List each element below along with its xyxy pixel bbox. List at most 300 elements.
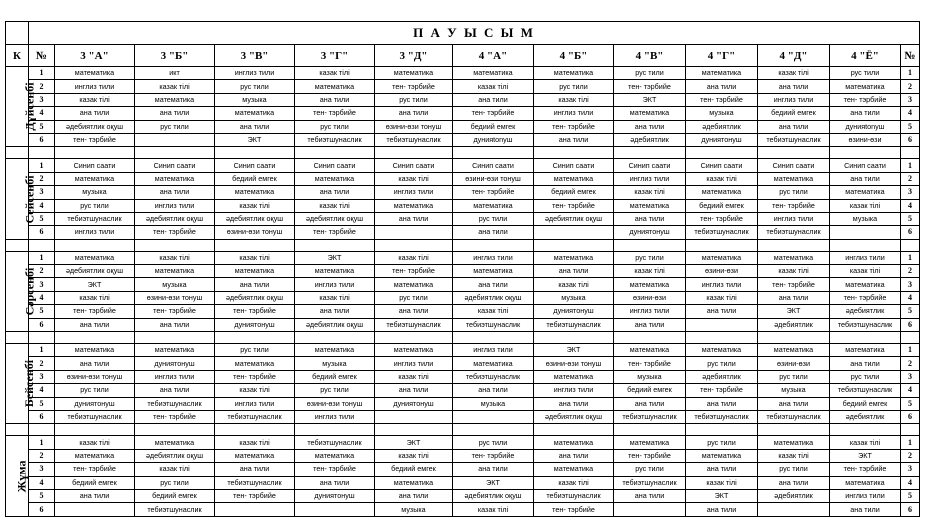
lesson-cell — [375, 226, 453, 239]
lesson-cell: әдебиятлик оқуш — [295, 318, 375, 331]
lesson-cell: математика — [135, 344, 215, 357]
lesson-cell: ана тили — [295, 476, 375, 489]
separator-cell — [295, 147, 375, 159]
separator-cell — [6, 424, 29, 436]
lesson-number-right: 2 — [901, 265, 920, 278]
lesson-cell: ЭКТ — [453, 476, 534, 489]
lesson-cell: бедиий емгек — [453, 120, 534, 133]
lesson-cell: казак тілі — [135, 80, 215, 93]
lesson-cell: математика — [215, 449, 295, 462]
lesson-cell: ана тили — [55, 107, 135, 120]
lesson-cell: тен- тэрбийе — [453, 186, 534, 199]
lesson-number: 2 — [29, 449, 55, 462]
lesson-cell: ана тили — [614, 120, 686, 133]
lesson-number: 1 — [29, 251, 55, 264]
lesson-cell: ана тили — [830, 107, 901, 120]
lesson-cell: Синип саати — [215, 159, 295, 172]
lesson-number-right: 3 — [901, 370, 920, 383]
lesson-cell: ана тили — [453, 384, 534, 397]
class-header: 3 "Г" — [295, 45, 375, 67]
separator-cell — [534, 239, 614, 251]
lesson-cell: математика — [614, 278, 686, 291]
lesson-cell — [55, 503, 135, 516]
lesson-cell: ЭКТ — [830, 449, 901, 462]
lesson-cell: математика — [830, 476, 901, 489]
lesson-cell: дуниятонуш — [375, 397, 453, 410]
lesson-cell: ана тили — [453, 226, 534, 239]
lesson-cell: ана тили — [534, 449, 614, 462]
lesson-cell: ана тили — [534, 133, 614, 146]
lesson-cell: Синип саати — [830, 159, 901, 172]
lesson-cell — [686, 318, 758, 331]
lesson-row — [6, 370, 920, 383]
lesson-cell: дуниятонуш — [614, 226, 686, 239]
class-header: 3 "В" — [215, 45, 295, 67]
lesson-cell: тебиэтшунаслик — [55, 212, 135, 225]
lesson-cell: инглиз тили — [295, 278, 375, 291]
separator-cell — [135, 332, 215, 344]
separator-cell — [830, 332, 901, 344]
lesson-number-header-right: № — [901, 45, 920, 67]
lesson-cell: ана тили — [614, 397, 686, 410]
lesson-cell — [453, 410, 534, 423]
lesson-cell: өзини-өзи тонуш — [135, 291, 215, 304]
class-header: 4 "В" — [614, 45, 686, 67]
lesson-row — [6, 291, 920, 304]
lesson-cell: математика — [534, 370, 614, 383]
lesson-cell: әдебиятлик — [686, 370, 758, 383]
separator-cell — [901, 332, 920, 344]
lesson-number-right: 5 — [901, 397, 920, 410]
lesson-row — [6, 305, 920, 318]
separator-cell — [758, 147, 830, 159]
lesson-cell: ана тили — [686, 305, 758, 318]
lesson-cell: математика — [375, 278, 453, 291]
separator-cell — [830, 239, 901, 251]
lesson-cell: математика — [686, 449, 758, 462]
day-label — [6, 67, 37, 147]
lesson-cell: ана тили — [135, 186, 215, 199]
lesson-cell: өзини-өзи тонуш — [375, 120, 453, 133]
lesson-row — [6, 67, 920, 80]
lesson-cell: тен- тэрбийе — [614, 80, 686, 93]
lesson-cell: математика — [375, 199, 453, 212]
lesson-cell: тен- тэрбийе — [758, 199, 830, 212]
lesson-cell: инглиз тили — [686, 278, 758, 291]
lesson-cell: инглиз тили — [534, 384, 614, 397]
day-name: Бейсенбі — [22, 360, 37, 408]
lesson-cell: казак тілі — [686, 172, 758, 185]
lesson-cell: бедиий емгек — [686, 199, 758, 212]
separator-cell — [135, 424, 215, 436]
lesson-number: 1 — [29, 436, 55, 449]
lesson-number-right: 4 — [901, 107, 920, 120]
lesson-cell: тен- тэрбийе — [135, 305, 215, 318]
lesson-cell: бедиий емгек — [135, 489, 215, 502]
separator-cell — [29, 332, 55, 344]
lesson-cell: математика — [453, 265, 534, 278]
lesson-cell: әдебиятлик оқуш — [215, 212, 295, 225]
lesson-cell: тебиэтшунаслик — [453, 318, 534, 331]
lesson-cell: математика — [758, 172, 830, 185]
lesson-cell: инглиз тили — [55, 80, 135, 93]
class-header: 3 "Д" — [375, 45, 453, 67]
lesson-cell: тебиэтшунаслик — [534, 318, 614, 331]
lesson-cell: ана тили — [375, 384, 453, 397]
lesson-cell: ЭКТ — [215, 133, 295, 146]
lesson-cell: ана тили — [135, 384, 215, 397]
lesson-cell: ана тили — [830, 172, 901, 185]
lesson-cell: музыка — [375, 503, 453, 516]
lesson-cell: инглиз тили — [375, 357, 453, 370]
lesson-cell: математика — [614, 436, 686, 449]
lesson-cell: тебиэтшунаслик — [375, 318, 453, 331]
lesson-cell: казак тілі — [135, 251, 215, 264]
separator-cell — [55, 424, 135, 436]
lesson-number-right: 6 — [901, 226, 920, 239]
lesson-cell: рус тили — [215, 344, 295, 357]
separator-cell — [534, 332, 614, 344]
lesson-cell: ЭКТ — [758, 305, 830, 318]
lesson-cell: математика — [295, 172, 375, 185]
lesson-cell: рус тили — [830, 67, 901, 80]
lesson-number: 2 — [29, 265, 55, 278]
lesson-number-right: 1 — [901, 67, 920, 80]
separator-cell — [686, 424, 758, 436]
day-separator-row — [6, 424, 920, 436]
lesson-number-right: 5 — [901, 212, 920, 225]
lesson-cell: математика — [215, 107, 295, 120]
lesson-cell: рус тили — [135, 476, 215, 489]
lesson-cell: тен- тэрбийе — [830, 93, 901, 106]
lesson-cell: казак тілі — [375, 172, 453, 185]
lesson-cell: математика — [614, 344, 686, 357]
day-name: Сейсенбі — [22, 174, 37, 224]
lesson-cell: бедиий емгек — [534, 186, 614, 199]
lesson-cell: казак тілі — [375, 370, 453, 383]
lesson-number-right: 5 — [901, 305, 920, 318]
lesson-cell: дунияtonуш — [830, 120, 901, 133]
lesson-cell: рус тили — [758, 370, 830, 383]
lesson-cell: дуниятонуш — [55, 397, 135, 410]
lesson-cell: казак тілі — [534, 476, 614, 489]
lesson-cell: өзини-өзи — [686, 265, 758, 278]
lesson-cell: ана тили — [295, 93, 375, 106]
lesson-row — [6, 476, 920, 489]
lesson-cell: өзини-өзи тонуш — [453, 172, 534, 185]
lesson-cell: әдебиятлик — [614, 133, 686, 146]
lesson-row — [6, 344, 920, 357]
lesson-number-right: 2 — [901, 80, 920, 93]
lesson-cell: өзини-өзи тонуш — [534, 357, 614, 370]
lesson-cell: ана тили — [534, 265, 614, 278]
separator-cell — [29, 147, 55, 159]
lesson-cell: казак тілі — [758, 449, 830, 462]
lesson-number-right: 3 — [901, 463, 920, 476]
lesson-row — [6, 107, 920, 120]
separator-cell — [55, 147, 135, 159]
lesson-number: 6 — [29, 226, 55, 239]
lesson-cell: математика — [215, 357, 295, 370]
lesson-cell: тен- тэрбийе — [614, 357, 686, 370]
lesson-cell: казак тілі — [534, 93, 614, 106]
lesson-cell — [830, 226, 901, 239]
lesson-cell: математика — [55, 172, 135, 185]
lesson-cell: инглиз тили — [215, 67, 295, 80]
lesson-cell: инглиз тили — [215, 397, 295, 410]
class-header: 4 "Ё" — [830, 45, 901, 67]
lesson-number: 3 — [29, 186, 55, 199]
lesson-cell: тен- тэрбийе — [215, 370, 295, 383]
lesson-cell: тен- тэрбийе — [135, 410, 215, 423]
lesson-number-right: 3 — [901, 186, 920, 199]
lesson-cell: казак тілі — [375, 449, 453, 462]
separator-cell — [901, 147, 920, 159]
lesson-cell: әдебиятлик оқуш — [453, 489, 534, 502]
lesson-cell: Синип саати — [686, 159, 758, 172]
lesson-cell: музыка — [295, 357, 375, 370]
lesson-cell: ЭКТ — [375, 436, 453, 449]
lesson-row — [6, 93, 920, 106]
lesson-cell: музыка — [135, 278, 215, 291]
lesson-cell: рус тили — [758, 186, 830, 199]
separator-cell — [375, 147, 453, 159]
lesson-cell: Синип саати — [614, 159, 686, 172]
lesson-cell: ана тили — [758, 120, 830, 133]
lesson-cell: казак тілі — [55, 93, 135, 106]
lesson-cell: ЭКТ — [55, 278, 135, 291]
lesson-cell: ана тили — [375, 212, 453, 225]
lesson-cell: тебиэтшунаслик — [295, 133, 375, 146]
lesson-cell: ана тили — [55, 357, 135, 370]
lesson-cell: рус тили — [135, 120, 215, 133]
lesson-number: 4 — [29, 384, 55, 397]
lesson-row — [6, 186, 920, 199]
lesson-cell: ана тили — [295, 186, 375, 199]
lesson-cell: ана тили — [135, 318, 215, 331]
lesson-cell: тен- тэрбийе — [453, 449, 534, 462]
day-separator-row — [6, 147, 920, 159]
lesson-cell: математика — [758, 251, 830, 264]
lesson-cell: дунияtonуш — [453, 133, 534, 146]
lesson-cell: инглиз тили — [375, 186, 453, 199]
lesson-number-right: 6 — [901, 133, 920, 146]
lesson-cell: математика — [375, 67, 453, 80]
lesson-row — [6, 318, 920, 331]
lesson-cell: математика — [686, 67, 758, 80]
lesson-cell: математика — [830, 186, 901, 199]
lesson-cell: әдебиятлик оқуш — [295, 212, 375, 225]
lesson-cell: Синип саати — [453, 159, 534, 172]
lesson-cell: өзини-өзи — [614, 291, 686, 304]
lesson-cell: рус тили — [614, 251, 686, 264]
lesson-cell: математика — [830, 344, 901, 357]
separator-cell — [375, 332, 453, 344]
lesson-cell: математика — [686, 186, 758, 199]
lesson-cell: рус тили — [758, 463, 830, 476]
day-name: Дүйсенбі — [22, 82, 37, 131]
lesson-cell: дуниятонуш — [295, 489, 375, 502]
separator-cell — [453, 147, 534, 159]
lesson-cell: музыка — [614, 370, 686, 383]
lesson-cell: математика — [135, 265, 215, 278]
lesson-cell: инглиз тили — [55, 226, 135, 239]
lesson-number: 4 — [29, 199, 55, 212]
lesson-cell: ана тили — [830, 503, 901, 516]
lesson-cell: тен- тэрбийе — [295, 107, 375, 120]
lesson-cell: музыка — [453, 397, 534, 410]
separator-cell — [901, 424, 920, 436]
lesson-cell: бедиий емгек — [375, 463, 453, 476]
lesson-number-right: 2 — [901, 357, 920, 370]
timetable-title: П А У Ы С Ы М — [29, 22, 920, 45]
timetable-sheet — [5, 21, 919, 517]
lesson-number-right: 3 — [901, 278, 920, 291]
lesson-cell: Синип саати — [758, 159, 830, 172]
lesson-cell: тен- тэрбийе — [534, 199, 614, 212]
lesson-cell: ана тили — [614, 212, 686, 225]
lesson-cell: ана тили — [215, 120, 295, 133]
lesson-row — [6, 384, 920, 397]
lesson-cell: ана тили — [215, 463, 295, 476]
lesson-cell: тен- тэрбийе — [686, 212, 758, 225]
lesson-cell: математика — [295, 80, 375, 93]
class-header: 3 "Б" — [135, 45, 215, 67]
lesson-cell: музыка — [55, 186, 135, 199]
lesson-cell: казак тілі — [295, 291, 375, 304]
separator-cell — [614, 424, 686, 436]
lesson-cell: музыка — [830, 212, 901, 225]
lesson-cell: тен- тэрбийе — [830, 463, 901, 476]
lesson-cell: математика — [295, 344, 375, 357]
lesson-cell: Синип саати — [534, 159, 614, 172]
lesson-cell: математика — [375, 476, 453, 489]
lesson-number: 5 — [29, 305, 55, 318]
lesson-cell: дуниятонуш — [215, 318, 295, 331]
separator-cell — [215, 239, 295, 251]
lesson-number: 3 — [29, 463, 55, 476]
lesson-cell: әдебиятлик — [830, 305, 901, 318]
lesson-row — [6, 159, 920, 172]
lesson-cell: тен- тэрбийе — [55, 305, 135, 318]
lesson-cell: тен- тэрбийе — [135, 226, 215, 239]
separator-cell — [55, 332, 135, 344]
lesson-cell: рус тили — [686, 436, 758, 449]
lesson-cell: тен- тэрбийе — [758, 278, 830, 291]
lesson-cell: ана тили — [758, 80, 830, 93]
separator-cell — [295, 424, 375, 436]
lesson-cell: казак тілі — [686, 291, 758, 304]
lesson-cell: рус тили — [55, 199, 135, 212]
lesson-number-right: 4 — [901, 384, 920, 397]
lesson-cell: әдебиятлик оқуш — [453, 291, 534, 304]
separator-cell — [6, 147, 29, 159]
lesson-cell: бедиий емгек — [830, 397, 901, 410]
separator-cell — [375, 239, 453, 251]
lesson-cell: казак тілі — [686, 476, 758, 489]
lesson-number-right: 1 — [901, 251, 920, 264]
lesson-cell: Синип саати — [295, 159, 375, 172]
separator-cell — [295, 332, 375, 344]
separator-cell — [6, 332, 29, 344]
lesson-cell: тен- тэрбийе — [686, 384, 758, 397]
lesson-cell: рус тили — [453, 212, 534, 225]
lesson-cell: ана тили — [686, 397, 758, 410]
lesson-cell: тебиэтшунаслик — [135, 503, 215, 516]
lesson-cell: әдебиятлик оқуш — [55, 265, 135, 278]
lesson-cell: рус тили — [295, 120, 375, 133]
lesson-cell: ана тили — [375, 489, 453, 502]
lesson-number-right: 6 — [901, 503, 920, 516]
timetable — [5, 21, 920, 517]
lesson-number-right: 2 — [901, 449, 920, 462]
lesson-cell: тебиэтшунаслик — [686, 226, 758, 239]
lesson-cell: рус тили — [295, 384, 375, 397]
lesson-cell: математика — [534, 67, 614, 80]
lesson-cell: математика — [135, 436, 215, 449]
lesson-cell: инглиз тили — [135, 370, 215, 383]
lesson-cell: казак тілі — [614, 265, 686, 278]
lesson-cell: музыка — [686, 107, 758, 120]
lesson-cell: ана тили — [534, 397, 614, 410]
lesson-cell: тебиэтшунаслик — [758, 226, 830, 239]
lesson-cell: дуниятонуш — [686, 133, 758, 146]
lesson-cell: тен- тэрбийе — [295, 463, 375, 476]
lesson-cell: математика — [534, 251, 614, 264]
lesson-cell: рус тили — [614, 463, 686, 476]
lesson-cell: математика — [830, 278, 901, 291]
lesson-cell: өзини-өзи — [758, 357, 830, 370]
day-label — [6, 344, 37, 424]
lesson-cell: рус тили — [534, 80, 614, 93]
lesson-number-header: № — [29, 45, 55, 67]
lesson-row — [6, 436, 920, 449]
separator-cell — [375, 424, 453, 436]
lesson-cell: ана тили — [215, 278, 295, 291]
lesson-number-right: 1 — [901, 436, 920, 449]
separator-cell — [215, 332, 295, 344]
lesson-cell: тен- тэрбийе — [295, 226, 375, 239]
lesson-cell: бедиий емгек — [215, 172, 295, 185]
lesson-row — [6, 503, 920, 516]
lesson-cell: ана тили — [758, 397, 830, 410]
lesson-number-right: 1 — [901, 159, 920, 172]
lesson-cell: ана тили — [453, 463, 534, 476]
day-label — [6, 251, 37, 331]
lesson-cell: математика — [758, 344, 830, 357]
lesson-cell — [614, 503, 686, 516]
class-header: 3 "А" — [55, 45, 135, 67]
lesson-cell: Синип саати — [135, 159, 215, 172]
day-label — [6, 159, 37, 239]
lesson-cell: казак тілі — [295, 199, 375, 212]
lesson-cell: математика — [135, 172, 215, 185]
lesson-number: 1 — [29, 67, 55, 80]
lesson-cell: Синип саати — [55, 159, 135, 172]
separator-cell — [135, 239, 215, 251]
header-row — [6, 45, 920, 67]
lesson-cell: инглиз тили — [830, 489, 901, 502]
separator-cell — [758, 239, 830, 251]
lesson-cell: рус тили — [215, 80, 295, 93]
lesson-number: 4 — [29, 107, 55, 120]
lesson-cell: рус тили — [614, 67, 686, 80]
lesson-number: 5 — [29, 397, 55, 410]
lesson-cell: казак тілі — [830, 199, 901, 212]
lesson-cell: әдебиятлик — [686, 120, 758, 133]
lesson-cell: математика — [453, 357, 534, 370]
separator-cell — [830, 424, 901, 436]
